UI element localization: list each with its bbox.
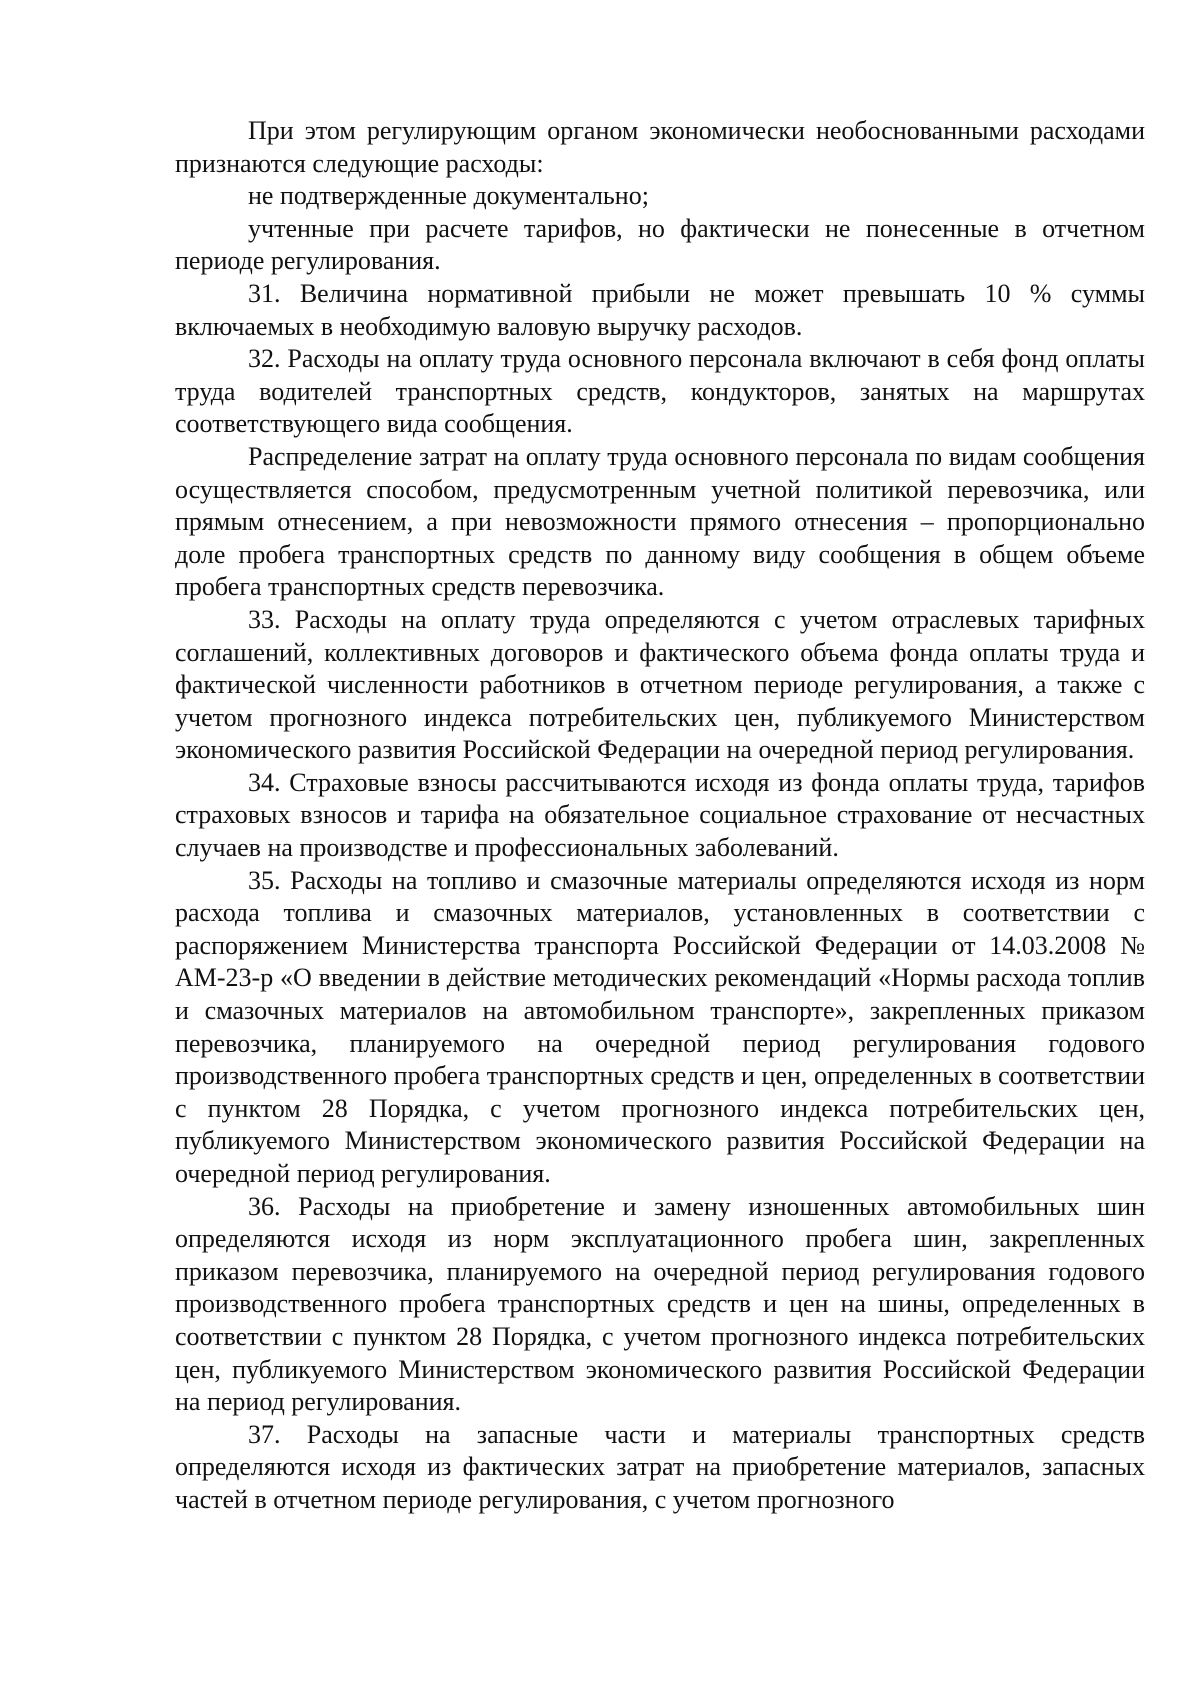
paragraph-35: 35. Расходы на топливо и смазочные материалы определяются исходя из норм расхода топлива и смазочных материалов, установленных в соответствии с распоряжением Министерства транспорта Российской Федерации от 14.03.2008 № АМ-23-р «О введении в действие методических рекомендаций «Нормы расхода топлив и смазочных материалов на автомобильном транспорте», закрепленных приказом перевозчика, планируемого на очередной период регулирования годового производственного пробега транспортных средств и цен, определенных в соответствии с пунктом 28 Порядка, с учетом прогнозного индекса потребительских цен, публикуемого Министерством экономического развития Российской Федерации на очередной период регулирования. [175, 865, 1145, 1188]
paragraph-32: 32. Расходы на оплату труда основного персонала включают в себя фонд оплаты труда водителей транспортных средств, кондукторов, занятых на маршрутах соответствующего вида сообщения. [175, 344, 1145, 439]
paragraph-33: 33. Расходы на оплату труда определяются с учетом отраслевых тарифных соглашений, коллективных договоров и фактического объема фонда оплаты труда и фактической численности работников в отчетном периоде регулирования, а также с учетом прогнозного индекса потребительских цен, публикуемого Министерством экономического развития Российской Федерации на очередной период регулирования. [175, 604, 1145, 765]
document-page [175, 115, 1145, 1517]
paragraph-uneconomic-expenses-intro: При этом регулирующим органом экономически необоснованными расходами признаются следующие расходы: [175, 116, 1145, 178]
paragraph-36: 36. Расходы на приобретение и замену изношенных автомобильных шин определяются исходя из норм эксплуатационного пробега шин, закрепленных приказом перевозчика, планируемого на очередной период регулирования годового производственного пробега транспортных средств и цен на шины, определенных в соответствии с пунктом 28 Порядка, с учетом прогнозного индекса потребительских цен, публикуемого Министерством экономического развития Российской Федерации на период регулирования. [175, 1191, 1145, 1417]
paragraph-34: 34. Страховые взносы рассчитываются исходя из фонда оплаты труда, тарифов страховых взносов и тарифа на обязательное социальное страхование от несчастных случаев на производстве и профессиональных заболеваний. [175, 767, 1145, 863]
paragraph-31: 31. Величина нормативной прибыли не может превышать 10 % суммы включаемых в необходимую валовую выручку расходов. [175, 278, 1145, 341]
paragraph-32-distribution: Распределение затрат на оплату труда основного персонала по видам сообщения осуществляется способом, предусмотренным учетной политикой перевозчика, или прямым отнесением, а при невозможности прямого отнесения – пропорционально доле пробега транспортных средств по данному виду сообщения в общем объеме пробега транспортных средств перевозчика. [175, 441, 1145, 602]
paragraph-not-incurred: учтенные при расчете тарифов, но фактически не понесенные в отчетном периоде регулирования. [175, 213, 1145, 276]
paragraph-not-documented: не подтвержденные документально; [248, 181, 649, 211]
paragraph-37: 37. Расходы на запасные части и материалы транспортных средств определяются исходя из фактических затрат на приобретение материалов, запасных частей в отчетном периоде регулирования, с учетом прогнозного [175, 1419, 1145, 1514]
